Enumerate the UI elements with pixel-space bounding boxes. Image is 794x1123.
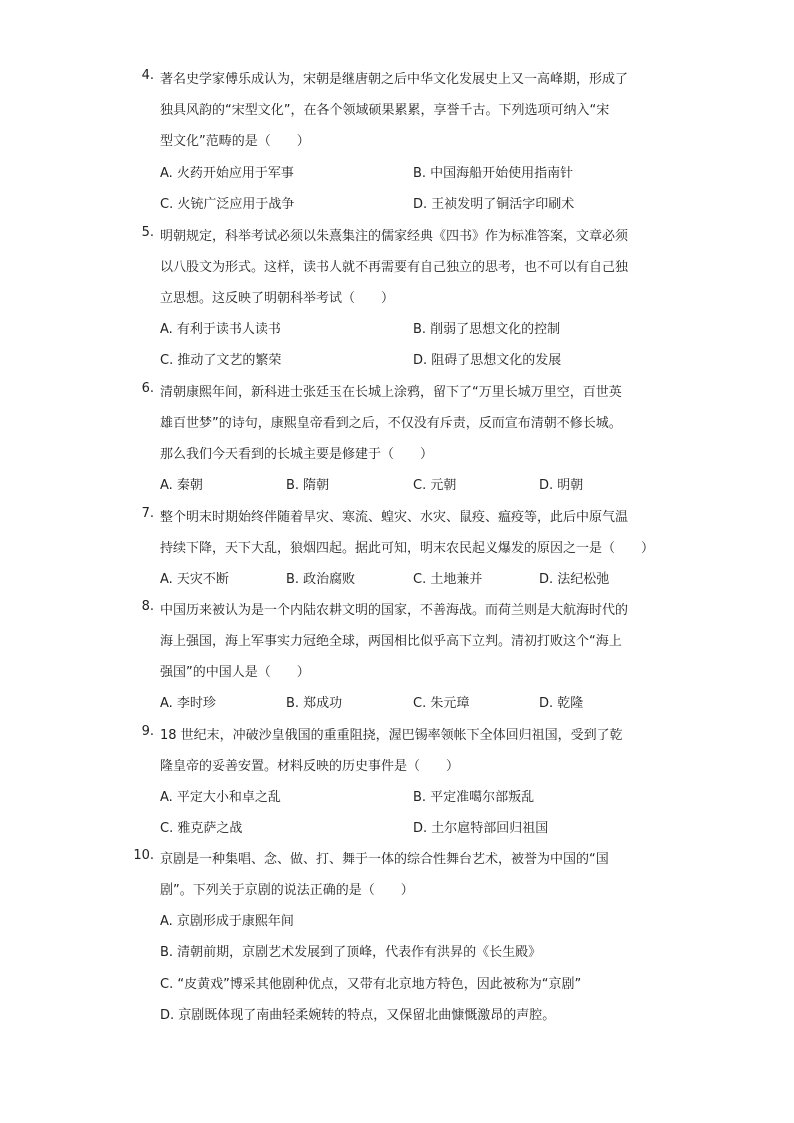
question-number: 8. [141, 599, 154, 614]
option-a: A. 秦朝 [160, 478, 203, 493]
question-stem-line: 那么我们今天看到的长城主要是修建于（ ） [160, 447, 434, 462]
option-a: A. 天灾不断 [160, 572, 229, 587]
question-number: 9. [141, 724, 154, 739]
question-stem-line: 剧”。下列关于京剧的说法正确的是（ ） [160, 883, 414, 898]
option-d: D. 京剧既体现了南曲轻柔婉转的特点，又保留北曲慷慨激昂的声腔。 [160, 1008, 556, 1023]
option-b: B. 削弱了思想文化的控制 [413, 322, 561, 337]
question-number: 10. [133, 848, 154, 863]
option-b: B. 郑成功 [286, 696, 343, 711]
question-number: 6. [141, 381, 154, 396]
option-a: A. 有利于读书人读书 [160, 322, 281, 337]
option-d: D. 乾隆 [539, 696, 584, 711]
question-number: 5. [141, 225, 154, 240]
option-c: C. 元朝 [413, 478, 457, 493]
option-b: B. 隋朝 [286, 478, 330, 493]
question-stem-line: 清朝康熙年间，新科进士张廷玉在长城上涂鸦，留下了“万里长城万里空，百世英 [160, 385, 622, 400]
option-c: C. “皮黄戏”博采其他剧种优点，又带有北京地方特色，因此被称为“京剧” [160, 977, 582, 992]
question-stem-line: 隆皇帝的妥善安置。材料反映的历史事件是（ ） [160, 759, 460, 774]
option-b: B. 中国海船开始使用指南针 [413, 166, 574, 181]
option-d: D. 阻碍了思想文化的发展 [413, 353, 562, 368]
question-stem-line: 独具风韵的“宋型文化”，在各个领域硕果累累，享誉千古。下列选项可纳入“宋 [160, 103, 610, 118]
option-c: C. 雅克萨之战 [160, 821, 243, 836]
option-c: C. 土地兼并 [413, 572, 483, 587]
option-a: A. 京剧形成于康熙年间 [160, 914, 294, 929]
question-stem-line: 雄百世梦”的诗句，康熙皇帝看到之后，不仅没有斥责，反而宣布清朝不修长城。 [160, 416, 622, 431]
question-stem-line: 京剧是一种集唱、念、做、打、舞于一体的综合性舞台艺术，被誉为中国的“国 [160, 852, 609, 867]
question-stem-line: 中国历来被认为是一个内陆农耕文明的国家，不善海战。而荷兰则是大航海时代的 [160, 603, 629, 618]
option-b: B. 政治腐败 [286, 572, 356, 587]
option-b: B. 清朝前期，京剧艺术发展到了顶峰，代表作有洪昇的《长生殿》 [160, 945, 542, 960]
option-a: A. 李时珍 [160, 696, 216, 711]
option-d: D. 法纪松弛 [539, 572, 610, 587]
question-stem-line: 18 世纪末，冲破沙皇俄国的重重阻挠，渥巴锡率领帐下全体回归祖国，受到了乾 [160, 728, 623, 743]
option-c: C. 火铳广泛应用于战争 [160, 197, 295, 212]
question-stem-line: 以八股文为形式。这样，读书人就不再需要有自己独立的思考，也不可以有自己独 [160, 260, 629, 275]
option-a: A. 平定大小和卓之乱 [160, 790, 281, 805]
question-stem-line: 海上强国，海上军事实力冠绝全球，两国相比似乎高下立判。清初打败这个“海上 [160, 634, 622, 649]
question-number: 7. [141, 506, 154, 521]
option-c: C. 朱元璋 [413, 696, 470, 711]
option-c: C. 推动了文艺的繁荣 [160, 353, 282, 368]
question-stem-line: 明朝规定，科举考试必须以朱熹集注的儒家经典《四书》作为标准答案，文章必须 [160, 229, 629, 244]
question-stem-line: 整个明末时期始终伴随着旱灾、寒流、蝗灾、水灾、鼠疫、瘟疫等，此后中原气温 [160, 510, 629, 525]
question-number: 4. [141, 68, 154, 83]
option-a: A. 火药开始应用于军事 [160, 166, 294, 181]
question-stem-line: 型文化”范畴的是（ ） [160, 134, 310, 149]
question-stem-line: 立思想。这反映了明朝科举考试（ ） [160, 291, 395, 306]
option-d: D. 土尔扈特部回归祖国 [413, 821, 549, 836]
option-d: D. 明朝 [539, 478, 584, 493]
option-b: B. 平定准噶尔部叛乱 [413, 790, 535, 805]
question-stem-line: 著名史学家傅乐成认为，宋朝是继唐朝之后中华文化发展史上又一高峰期，形成了 [160, 72, 629, 87]
option-d: D. 王祯发明了铜活字印刷术 [413, 197, 575, 212]
question-stem-line: 强国”的中国人是（ ） [160, 665, 310, 680]
question-stem-line: 持续下降，天下大乱，狼烟四起。据此可知，明末农民起义爆发的原因之一是（ ） [160, 541, 655, 556]
